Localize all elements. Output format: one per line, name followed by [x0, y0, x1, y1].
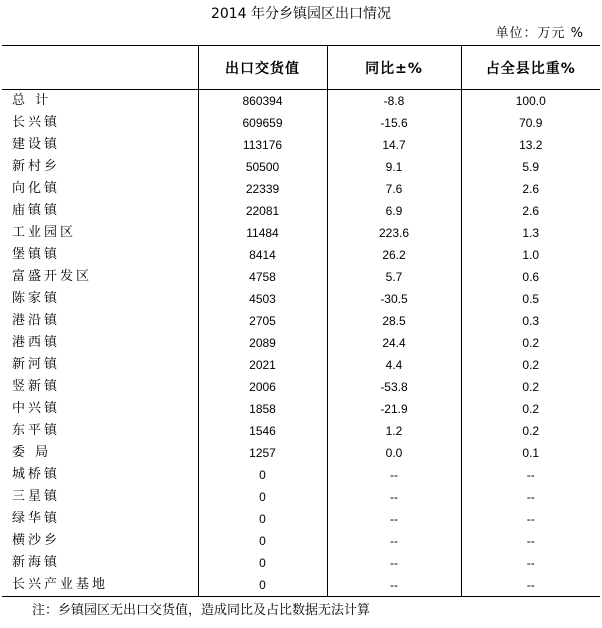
header-row [2, 46, 600, 90]
yoy-cell: 7.6 [327, 178, 461, 200]
yoy-cell: -21.9 [327, 398, 461, 420]
region-name-cell: 长兴产业基地 [2, 574, 198, 597]
table-row [2, 156, 600, 178]
region-name-cell: 三星镇 [12, 489, 61, 504]
yoy-cell: 9.1 [327, 156, 461, 178]
unit-label: 单位：万元 % [495, 26, 584, 41]
share-cell: -- [461, 508, 600, 530]
export-value-cell: 0 [198, 552, 327, 574]
region-name-cell: 富盛开发区 [12, 269, 93, 284]
yoy-cell: -- [327, 486, 461, 508]
footnote: 注：乡镇园区无出口交货值，造成同比及占比数据无法计算 [32, 603, 371, 618]
region-name-cell: 建设镇 [12, 137, 61, 152]
table-row [2, 244, 600, 266]
yoy-cell: 5.7 [327, 266, 461, 288]
yoy-cell: 24.4 [327, 332, 461, 354]
table-row [2, 354, 600, 376]
yoy-cell: -8.8 [327, 90, 461, 113]
share-cell: 13.2 [461, 134, 600, 156]
export-value-cell: 2089 [198, 332, 327, 354]
region-name-cell: 港西镇 [12, 335, 61, 350]
export-value-cell: 11484 [198, 222, 327, 244]
export-value-cell: 8414 [198, 244, 327, 266]
table-row [2, 134, 600, 156]
header-yoy: 同比±% [327, 46, 461, 90]
region-name-cell: 工业园区 [12, 225, 77, 240]
table-row [2, 266, 600, 288]
region-name-cell: 委 局 [12, 445, 52, 460]
share-cell: 70.9 [461, 112, 600, 134]
region-name-cell: 中兴镇 [12, 401, 61, 416]
yoy-cell: 6.9 [327, 200, 461, 222]
region-name-cell: 城桥镇 [12, 467, 61, 482]
region-name-cell: 新河镇 [12, 357, 61, 372]
share-cell: 2.6 [461, 200, 600, 222]
share-cell: 2.6 [461, 178, 600, 200]
share-cell: -- [461, 464, 600, 486]
yoy-cell: -- [327, 552, 461, 574]
yoy-cell: -- [327, 508, 461, 530]
region-name-cell: 东平镇 [12, 423, 61, 438]
table-row [2, 376, 600, 398]
table-row [2, 90, 600, 113]
export-value-cell: 50500 [198, 156, 327, 178]
region-name-cell: 向化镇 [12, 181, 61, 196]
share-cell: 0.2 [461, 332, 600, 354]
export-table [2, 45, 600, 597]
table-row [2, 178, 600, 200]
header-export-value: 出口交货值 [198, 46, 327, 90]
export-value-cell: 113176 [198, 134, 327, 156]
table-row [2, 442, 600, 464]
share-cell: -- [461, 552, 600, 574]
yoy-cell: 1.2 [327, 420, 461, 442]
export-value-cell: 2705 [198, 310, 327, 332]
table-row [2, 112, 600, 134]
export-value-cell: 4503 [198, 288, 327, 310]
export-value-cell: 0 [198, 574, 327, 597]
export-value-cell: 860394 [198, 90, 327, 113]
page-title: 2014 年分乡镇园区出口情况 [210, 6, 392, 22]
table-row [2, 530, 600, 552]
table-row [2, 310, 600, 332]
export-value-cell: 22339 [198, 178, 327, 200]
region-name-cell: 绿华镇 [12, 511, 61, 526]
share-cell: -- [461, 530, 600, 552]
table-row [2, 552, 600, 574]
export-value-cell: 0 [198, 508, 327, 530]
header-share: 占全县比重% [461, 46, 600, 90]
share-cell: 0.2 [461, 398, 600, 420]
yoy-cell: 4.4 [327, 354, 461, 376]
share-cell: 100.0 [461, 90, 600, 113]
share-cell: 5.9 [461, 156, 600, 178]
yoy-cell: 28.5 [327, 310, 461, 332]
region-name-cell: 横沙乡 [12, 533, 61, 548]
yoy-cell: -30.5 [327, 288, 461, 310]
region-name-cell: 堡镇镇 [12, 247, 61, 262]
export-value-cell: 0 [198, 530, 327, 552]
yoy-cell: -- [327, 574, 461, 597]
share-cell: 0.2 [461, 354, 600, 376]
yoy-cell: -- [327, 530, 461, 552]
table-row [2, 574, 600, 597]
region-name-cell: 长兴镇 [12, 115, 61, 130]
share-cell: 0.3 [461, 310, 600, 332]
yoy-cell: 0.0 [327, 442, 461, 464]
yoy-cell: 223.6 [327, 222, 461, 244]
share-cell: 1.3 [461, 222, 600, 244]
table-row [2, 398, 600, 420]
export-value-cell: 0 [198, 464, 327, 486]
share-cell: 1.0 [461, 244, 600, 266]
table-row [2, 200, 600, 222]
share-cell: 0.6 [461, 266, 600, 288]
yoy-cell: -- [327, 464, 461, 486]
yoy-cell: 14.7 [327, 134, 461, 156]
export-value-cell: 0 [198, 486, 327, 508]
share-cell: 0.2 [461, 420, 600, 442]
share-cell: 0.2 [461, 376, 600, 398]
yoy-cell: -15.6 [327, 112, 461, 134]
table-row [2, 464, 600, 486]
table-row [2, 486, 600, 508]
export-value-cell: 609659 [198, 112, 327, 134]
region-name-cell: 新村乡 [12, 159, 61, 174]
yoy-cell: 26.2 [327, 244, 461, 266]
export-value-cell: 2021 [198, 354, 327, 376]
yoy-cell: -53.8 [327, 376, 461, 398]
share-cell: -- [461, 486, 600, 508]
table-row [2, 420, 600, 442]
region-name-cell: 新海镇 [12, 555, 61, 570]
table-row [2, 288, 600, 310]
share-cell: 0.1 [461, 442, 600, 464]
export-value-cell: 2006 [198, 376, 327, 398]
header-region [2, 46, 198, 90]
region-name-cell: 陈家镇 [12, 291, 61, 306]
table-row [2, 508, 600, 530]
table-row [2, 222, 600, 244]
region-name-cell: 竖新镇 [12, 379, 61, 394]
share-cell: -- [461, 574, 600, 597]
region-name-cell: 庙镇镇 [12, 203, 61, 218]
export-value-cell: 4758 [198, 266, 327, 288]
export-value-cell: 1858 [198, 398, 327, 420]
export-value-cell: 1546 [198, 420, 327, 442]
region-name-cell: 港沿镇 [12, 313, 61, 328]
table-row [2, 332, 600, 354]
share-cell: 0.5 [461, 288, 600, 310]
export-value-cell: 1257 [198, 442, 327, 464]
export-value-cell: 22081 [198, 200, 327, 222]
region-name-cell: 总 计 [12, 93, 52, 108]
